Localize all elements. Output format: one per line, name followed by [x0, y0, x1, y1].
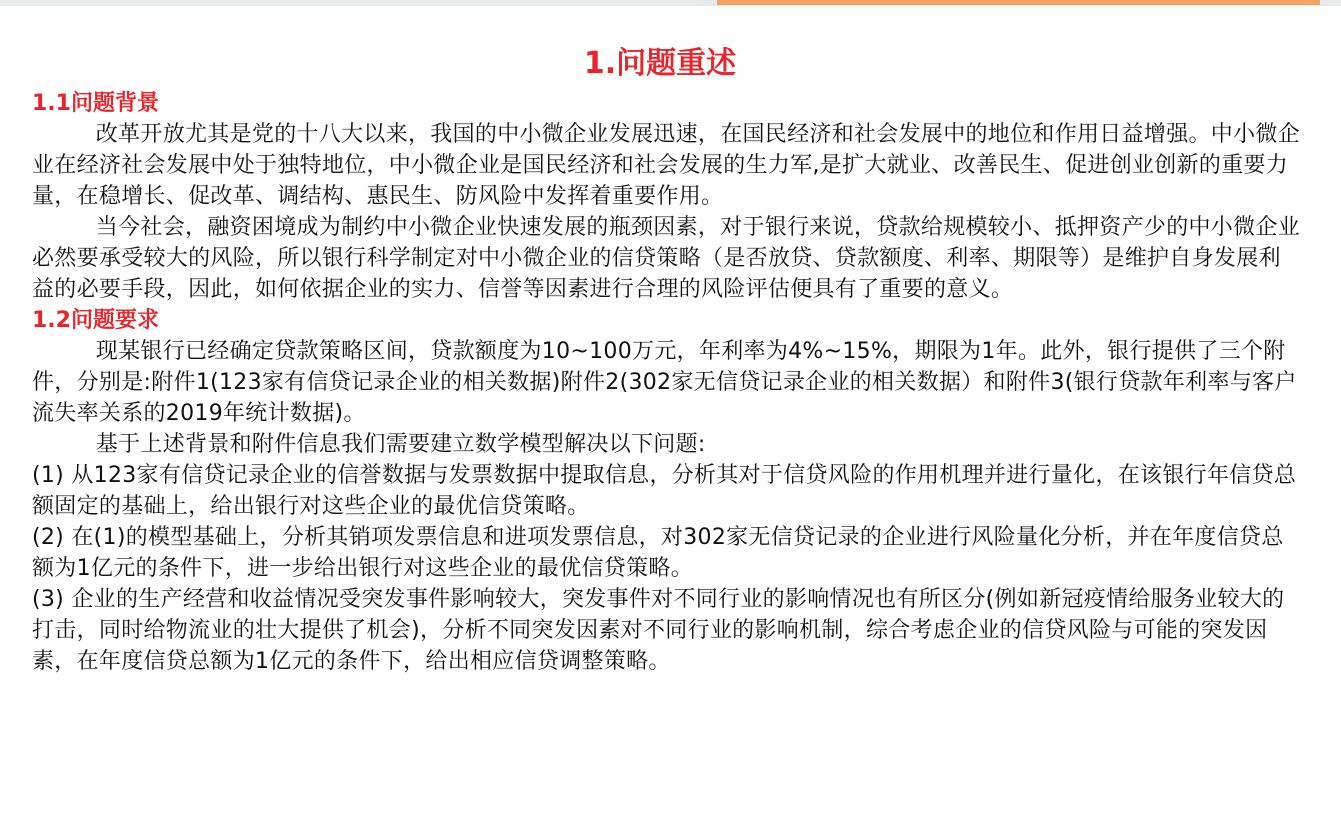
- question-item-1: (1) 从123家有信贷记录企业的信誉数据与发票数据中提取信息，分析其对于信贷风险的作用机理并进行量化，在该银行年信贷总额固定的基础上，给出银行对这些企业的最优信贷策略。: [32, 463, 1297, 519]
- section-heading-background: 1.1问题背景: [32, 91, 159, 116]
- question-item-2: (2) 在(1)的模型基础上，分析其销项发票信息和进项发票信息，对302家无信贷记录的企业进行风险量化分析，并在年度信贷总额为1亿元的条件下，进一步给出银行对这些企业的最优信贷策略。: [32, 525, 1284, 581]
- paragraph: 基于上述背景和附件信息我们需要建立数学模型解决以下问题:: [95, 432, 706, 457]
- page-title: 1.问题重述: [583, 46, 737, 81]
- paragraph: 现某银行已经确定贷款策略区间，贷款额度为10~100万元，年利率为4%~15%，期限为1年。此外，银行提供了三个附件，分别是:附件1(123家有信贷记录企业的相关数据)附件2(302家无信贷记录企业的相关数据）和附件3(银行贷款年利率与客户流失率关系的2019年统计数据)。: [32, 339, 1297, 426]
- document-body: [32, 88, 1302, 677]
- paragraph: 当今社会，融资困境成为制约中小微企业快速发展的瓶颈因素，对于银行来说，贷款给规模较小、抵押资产少的中小微企业必然要承受较大的风险，所以银行科学制定对中小微企业的信贷策略（是否放贷、贷款额度、利率、期限等）是维护自身发展利益的必要手段，因此，如何依据企业的实力、信誉等因素进行合理的风险评估便具有了重要的意义。: [32, 215, 1301, 302]
- question-item-3: (3) 企业的生产经营和收益情况受突发事件影响较大，突发事件对不同行业的影响情况也有所区分(例如新冠疫情给服务业较大的打击，同时给物流业的壮大提供了机会)，分析不同突发因素对不同行业的影响机制，综合考虑企业的信贷风险与可能的突发因素，在年度信贷总额为1亿元的条件下，给出相应信贷调整策略。: [32, 587, 1285, 674]
- section-heading-requirements: 1.2问题要求: [32, 308, 159, 333]
- paragraph: 改革开放尤其是党的十八大以来，我国的中小微企业发展迅速，在国民经济和社会发展中的地位和作用日益增强。中小微企业在经济社会发展中处于独特地位，中小微企业是国民经济和社会发展的生力军,是扩大就业、改善民生、促进创业创新的重要力量，在稳增长、促改革、调结构、惠民生、防风险中发挥着重要作用。: [32, 122, 1301, 209]
- top-accent-bar: [717, 0, 1320, 5]
